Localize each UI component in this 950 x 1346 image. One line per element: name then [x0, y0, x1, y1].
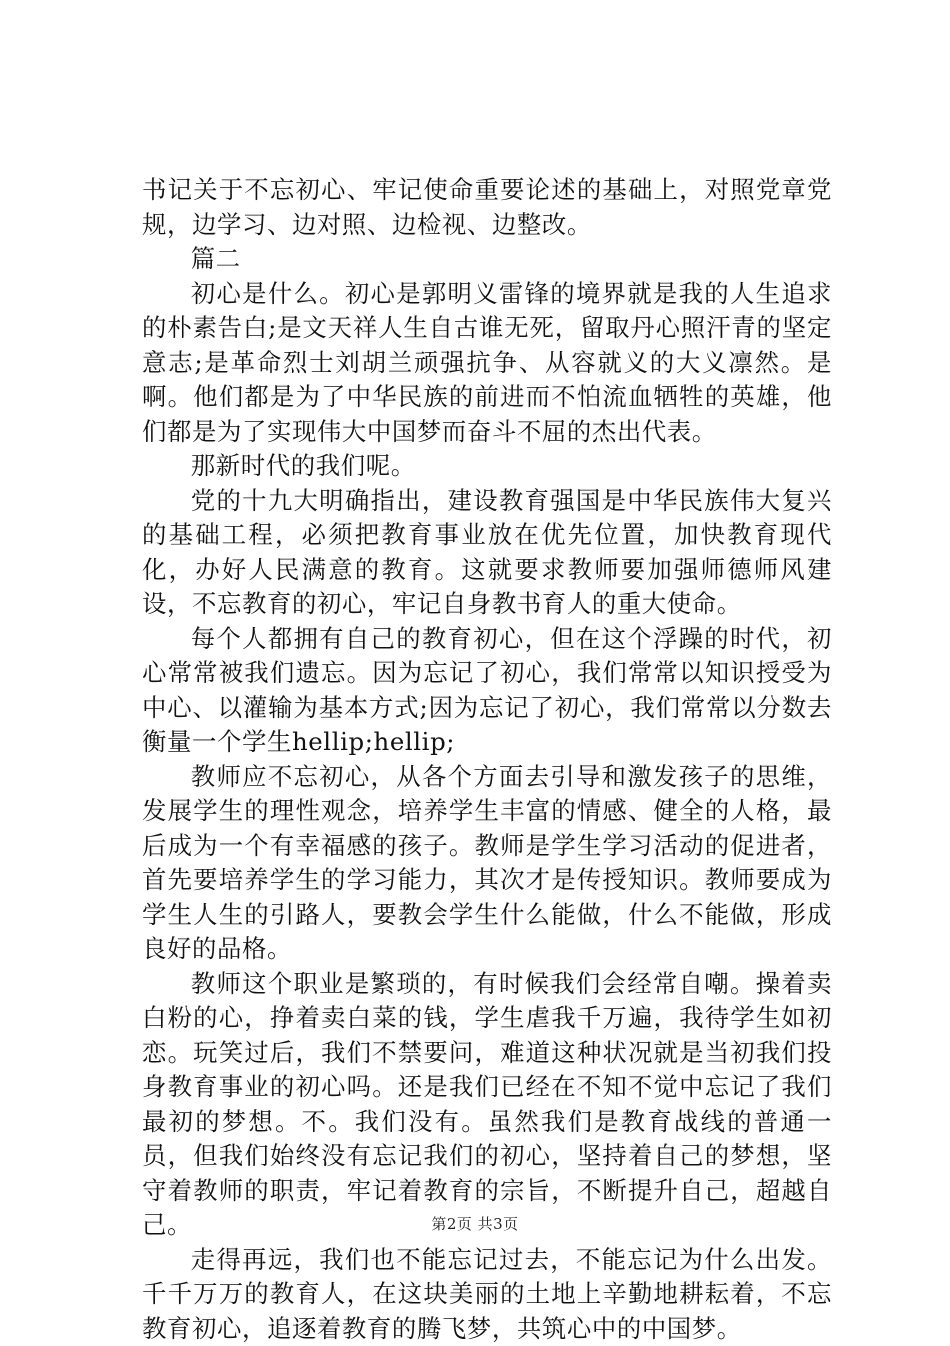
paragraph: 初心是什么。初心是郭明义雷锋的境界就是我的人生追求的朴素告白;是文天祥人生自古谁无死，留取丹心照汗青的坚定意志;是革命烈士刘胡兰顽强抗争、从容就义的大义凛然。是啊。他们都是为了中华民族的前进而不怕流血牺牲的英雄，他们都是为了实现伟大中国梦而奋斗不屈的杰出代表。: [142, 277, 832, 450]
paragraph: 教师这个职业是繁琐的，有时候我们会经常自嘲。操着卖白粉的心，挣着卖白菜的钱，学生虐我千万遍，我待学生如初恋。玩笑过后，我们不禁要问，难道这种状况就是当初我们投身教育事业的初心吗。还是我们已经在不知不觉中忘记了我们最初的梦想。不。我们没有。虽然我们是教育战线的普通一员，但我们始终没有忘记我们的初心，坚持着自己的梦想，坚守着教师的职责，牢记着教育的宗旨，不断提升自己，超越自己。: [142, 967, 832, 1243]
paragraph-continuation: 书记关于不忘初心、牢记使命重要论述的基础上，对照党章党规，边学习、边对照、边检视、边整改。: [142, 173, 832, 242]
paragraph: 党的十九大明确指出，建设教育强国是中华民族伟大复兴的基础工程，必须把教育事业放在优先位置，加快教育现代化，办好人民满意的教育。这就要求教师要加强师德师风建设，不忘教育的初心，牢记自身教书育人的重大使命。: [142, 484, 832, 622]
paragraph: 那新时代的我们呢。: [142, 449, 832, 484]
paragraph: 每个人都拥有自己的教育初心，但在这个浮躁的时代，初心常常被我们遗忘。因为忘记了初心，我们常常以知识授受为中心、以灌输为基本方式;因为忘记了初心，我们常常以分数去衡量一个学生hellip;hellip;: [142, 622, 832, 760]
paragraph: 教师应不忘初心，从各个方面去引导和激发孩子的思维，发展学生的理性观念，培养学生丰富的情感、健全的人格，最后成为一个有幸福感的孩子。教师是学生学习活动的促进者，首先要培养学生的学习能力，其次才是传授知识。教师要成为学生人生的引路人，要教会学生什么能做，什么不能做，形成良好的品格。: [142, 760, 832, 967]
document-body: [142, 173, 832, 1346]
page-number-footer: 第2页 共3页: [0, 1213, 950, 1234]
section-heading: 篇二: [142, 242, 832, 277]
paragraph: 走得再远，我们也不能忘记过去，不能忘记为什么出发。千千万万的教育人，在这块美丽的土地上辛勤地耕耘着，不忘教育初心，追逐着教育的腾飞梦，共筑心中的中国梦。: [142, 1243, 832, 1346]
